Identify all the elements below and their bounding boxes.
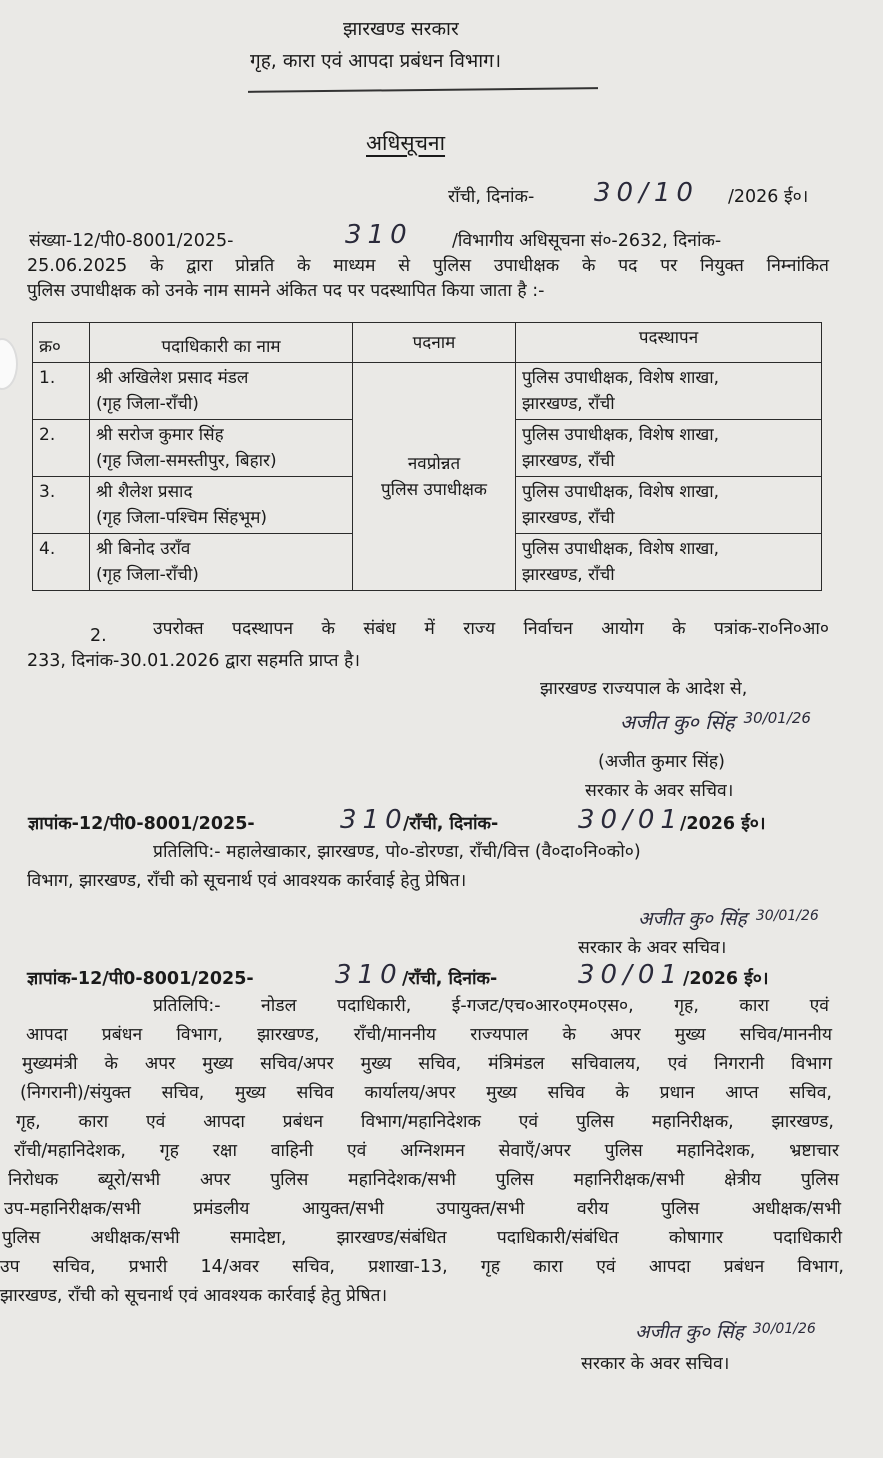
memo2-line: (निगरानी)/संयुक्त सचिव, मुख्य सचिव कार्यालय/अपर मुख्य सचिव के प्रधान आप्त सचिव, — [20, 1083, 832, 1103]
table-header-sn: क्र० — [33, 323, 90, 363]
posting-table — [32, 322, 822, 591]
memo2-line: निरोधक ब्यूरो/सभी अपर पुलिस महानिदेशक/सभी पुलिस महानिरीक्षक/सभी क्षेत्रीय पुलिस — [8, 1170, 839, 1190]
date-line-place: राँची, दिनांक- — [448, 187, 535, 207]
posting-line2: झारखण्ड, राँची — [522, 565, 615, 585]
memo2-handwritten-number: 310 — [335, 960, 403, 990]
memo2-line: आपदा प्रबंधन विभाग, झारखण्ड, राँची/माननीय राज्यपाल के अपर मुख्य सचिव/माननीय — [26, 1025, 832, 1045]
memo2-line: प्रतिलिपि:- नोडल पदाधिकारी, ई-गजट/एच०आर०एम०एस०, गृह, कारा एवं — [153, 996, 829, 1016]
designation-cell — [353, 363, 516, 591]
signatory-2-designation: सरकार के अवर सचिव। — [578, 938, 727, 958]
posting-line1: पुलिस उपाधीक्षक, विशेष शाखा, — [522, 539, 720, 559]
memo2-line: उप सचिव, प्रभारी 14/अवर सचिव, प्रशाखा-13, गृह कारा एवं आपदा प्रबंधन विभाग, — [0, 1257, 844, 1277]
table-header-designation: पदनाम — [353, 323, 516, 363]
signatory-1-name: (अजीत कुमार सिंह) — [598, 752, 725, 772]
table-header-name: पदाधिकारी का नाम — [90, 323, 353, 363]
posting-line2: झारखण्ड, राँची — [522, 394, 615, 414]
memo2-line: उप-महानिरीक्षक/सभी प्रमंडलीय आयुक्त/सभी उपायुक्त/सभी वरीय पुलिस अधीक्षक/सभी — [4, 1199, 841, 1219]
officer-name: श्री शैलेश प्रसाद — [96, 482, 193, 502]
designation-line2: पुलिस उपाधीक्षक — [381, 479, 487, 500]
para2-line2: 233, दिनांक-30.01.2026 द्वारा सहमति प्राप्त है। — [27, 651, 360, 671]
signatory-1-designation: सरकार के अवर सचिव। — [585, 781, 734, 801]
signature-1-text: अजीत कु० सिंह — [620, 710, 735, 734]
row-sn: 3. — [33, 477, 90, 534]
memo2-line: राँची/महानिदेशक, गृह रक्षा वाहिनी एवं अग्निशमन सेवाएँ/अपर पुलिस महानिदेशक, भ्रष्टाचार — [14, 1141, 839, 1161]
memo2-prefix: ज्ञापांक-12/पी0-8001/2025- — [27, 969, 254, 989]
table-row — [33, 363, 822, 420]
signatory-3-designation: सरकार के अवर सचिव। — [581, 1354, 730, 1374]
row-name-cell — [90, 363, 353, 420]
memo1-handwritten-number: 310 — [340, 805, 408, 835]
memo2-mid: /राँची, दिनांक- — [402, 969, 498, 989]
row-posting-cell — [516, 363, 822, 420]
home-district: (गृह जिला-समस्तीपुर, बिहार) — [96, 451, 277, 471]
row-name-cell — [90, 420, 353, 477]
para2-line1: उपरोक्त पदस्थापन के संबंध में राज्य निर्वाचन आयोग के पत्रांक-रा०नि०आ० — [153, 619, 829, 639]
row-sn: 1. — [33, 363, 90, 420]
memo2-line: पुलिस अधीक्षक/सभी समादेष्टा, झारखण्ड/संबंधित पदाधिकारी/संबंधित कोषागार पदाधिकारी — [2, 1228, 842, 1248]
home-district: (गृह जिला-पश्चिम सिंहभूम) — [96, 508, 268, 528]
signature-1 — [620, 708, 811, 735]
home-district: (गृह जिला-राँची) — [96, 394, 199, 414]
memo2-year: /2026 ई०। — [683, 969, 769, 989]
row-name-cell — [90, 534, 353, 591]
date-line-year: /2026 ई०। — [728, 187, 809, 207]
posting-line1: पुलिस उपाधीक्षक, विशेष शाखा, — [522, 368, 720, 388]
officer-name: श्री बिनोद उराँव — [96, 539, 191, 559]
document-type-title: अधिसूचना — [366, 131, 446, 155]
row-posting-cell — [516, 420, 822, 477]
govt-title: झारखण्ड सरकार — [343, 18, 459, 40]
page-edge-button — [0, 338, 18, 390]
row-sn: 4. — [33, 534, 90, 591]
designation-line1: नवप्रोन्नत — [407, 453, 461, 474]
signature-3 — [635, 1318, 816, 1344]
memo2-line: झारखण्ड, राँची को सूचनार्थ एवं आवश्यक कार्रवाई हेतु प्रेषित। — [0, 1286, 388, 1306]
handwritten-notice-number: 310 — [345, 220, 413, 250]
row-sn: 2. — [33, 420, 90, 477]
signature-3-text: अजीत कु० सिंह — [635, 1321, 744, 1343]
signature-2 — [638, 905, 819, 931]
posting-line2: झारखण्ड, राँची — [522, 508, 615, 528]
officer-name: श्री अखिलेश प्रसाद मंडल — [96, 368, 249, 388]
notice-line1-rest: /विभागीय अधिसूचना सं०-2632, दिनांक- — [452, 231, 722, 251]
posting-line2: झारखण्ड, राँची — [522, 451, 615, 471]
memo2-handwritten-date: 30/01 — [578, 960, 683, 990]
memo1-line3: विभाग, झारखण्ड, राँची को सूचनार्थ एवं आवश्यक कार्रवाई हेतु प्रेषित। — [27, 871, 467, 891]
memo1-mid: /राँची, दिनांक- — [403, 814, 499, 834]
signature-2-date: 30/01/26 — [755, 908, 819, 924]
notice-number-prefix: संख्या-12/पी0-8001/2025- — [29, 231, 234, 251]
memo2-line: गृह, कारा एवं आपदा प्रबंधन विभाग/महानिदेशक एवं पुलिस महानिरीक्षक, झारखण्ड, — [16, 1112, 834, 1132]
handwritten-date: 30/10 — [594, 178, 699, 208]
row-name-cell — [90, 477, 353, 534]
header-underline — [248, 87, 598, 92]
posting-line1: पुलिस उपाधीक्षक, विशेष शाखा, — [522, 482, 720, 502]
order-by-line: झारखण्ड राज्यपाल के आदेश से, — [540, 679, 748, 699]
memo2-line: मुख्यमंत्री के अपर मुख्य सचिव/अपर मुख्य सचिव, मंत्रिमंडल सचिवालय, एवं निगरानी विभाग — [22, 1054, 832, 1074]
row-posting-cell — [516, 534, 822, 591]
notice-line3: पुलिस उपाधीक्षक को उनके नाम सामने अंकित पद पर पदस्थापित किया जाता है :- — [27, 281, 545, 301]
signature-2-text: अजीत कु० सिंह — [638, 908, 747, 930]
memo1-prefix: ज्ञापांक-12/पी0-8001/2025- — [28, 814, 255, 834]
department-title: गृह, कारा एवं आपदा प्रबंधन विभाग। — [250, 50, 502, 72]
notice-line2: 25.06.2025 के द्वारा प्रोन्नति के माध्यम से पुलिस उपाधीक्षक के पद पर नियुक्त निम्नांकित — [27, 256, 829, 276]
memo1-year: /2026 ई०। — [680, 814, 766, 834]
signature-1-date: 30/01/26 — [743, 709, 811, 727]
table-header-posting: पदस्थापन — [516, 323, 822, 363]
memo1-handwritten-date: 30/01 — [578, 805, 683, 835]
memo1-line2: प्रतिलिपि:- महालेखाकार, झारखण्ड, पो०-डोरण्डा, राँची/वित्त (वै०दा०नि०को०) — [153, 842, 641, 862]
home-district: (गृह जिला-राँची) — [96, 565, 199, 585]
para2-number: 2. — [90, 626, 107, 646]
signature-3-date: 30/01/26 — [752, 1321, 816, 1337]
officer-name: श्री सरोज कुमार सिंह — [96, 425, 224, 445]
posting-line1: पुलिस उपाधीक्षक, विशेष शाखा, — [522, 425, 720, 445]
row-posting-cell — [516, 477, 822, 534]
